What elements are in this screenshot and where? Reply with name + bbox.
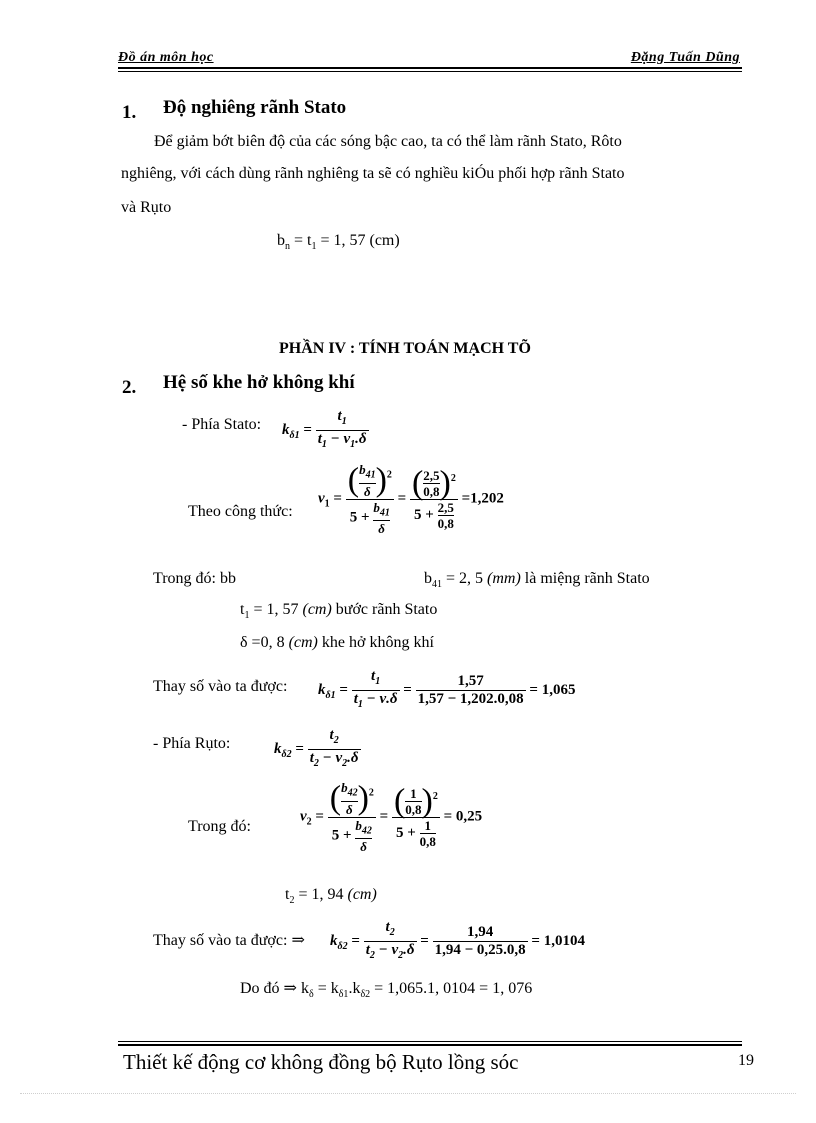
k-delta1-calc: $k_{\delta 1}$ = $\frac{t_1}{t_1 - \nu.\delta}$ = $\frac{1,57}{1,57 - 1,202.0,08}$ = 1,065 [318, 668, 576, 710]
do-do-line: Do đó ⇒ $k_\delta = k_{\delta 1}.k_{\delta 2} = 1,065.1$, 0104 = 1, 076 [240, 980, 533, 1001]
t2-unit: (cm) [347, 886, 377, 903]
k1-den: 1,57 − 1,202.0,08 [417, 691, 524, 707]
footer-rule [118, 1044, 742, 1046]
thay-so-1-label: Thay số vào ta được: [153, 678, 288, 695]
stato-label: - Phía Stato: [182, 416, 262, 433]
section1-para-line2: nghiêng, với cách dùng rãnh nghiêng ta sẽ có nghiều kiÓu phối hợp rãnh Stato [121, 165, 625, 182]
section1-number: 1. [122, 102, 137, 123]
t1-unit: (cm) [302, 601, 332, 618]
k2-num: 1,94 [433, 924, 528, 942]
footer-rule-thin [118, 1041, 742, 1042]
header-left: Đồ án môn học [118, 50, 214, 65]
trong-do-2-label: Trong đó: [188, 818, 251, 835]
t2-line: $t_2 = 1$, 94 (cm) [285, 886, 377, 907]
k-delta2-formula: $k_{\delta 2}$ = $\frac{t_2}{t_2 - \nu_2.\delta}$ [274, 727, 359, 769]
t1-desc: bước rãnh Stato [335, 601, 438, 618]
nu2-formula: $\nu_2$ = ( $\frac{b_{42}}{\delta}$ )$^2$ 5 + $\frac{b_{42}}{\delta}$ = ( $\frac{1}{0,8}$ )$^2$ 5 + $\frac{1}{0,8}$ = 0,25 [300, 779, 483, 855]
trong-do-label: Trong đó: bb [153, 570, 236, 587]
delta-line: δ =0, 8 (cm) khe hở không khí [240, 634, 434, 651]
header-rule [118, 67, 742, 69]
header-right: Đặng Tuấn Dũng [630, 50, 740, 65]
k2-result: = 1,0104 [531, 932, 585, 949]
nu2-result: = 0,25 [443, 808, 483, 825]
section2-title: Hệ số khe hở không khí [163, 372, 355, 393]
nu1-result: =1,202 [461, 490, 504, 507]
b41-desc: là miệng rãnh Stato [524, 570, 650, 587]
k1-result: = 1,065 [529, 681, 576, 698]
roto-label: - Phía Rụto: [153, 735, 231, 752]
t1-line: $t_1 = 1$, 57 (cm) bước rãnh Stato [240, 601, 438, 622]
theo-label: Theo công thức: [188, 503, 293, 520]
section1-para-line1: Để giảm bớt biên độ của các sóng bậc cao, ta có thể làm rãnh Stato, Rôto [154, 133, 622, 150]
bottom-dotted-divider [20, 1093, 796, 1094]
page-number: 19 [738, 1052, 754, 1069]
part-heading: PHẦN IV : TÍNH TOÁN MẠCH TÕ [279, 340, 531, 357]
delta-unit: (cm) [288, 634, 318, 651]
b41-unit: (mm) [487, 570, 521, 587]
section1-formula: $b_n = t_1 = 1$, 57 (cm) [277, 232, 400, 253]
b41-line: $b_{41} = 2$, 5 (mm) là miệng rãnh Stato [424, 570, 650, 591]
k2-den: 1,94 − 0,25.0,8 [434, 942, 526, 958]
section1-title: Độ nghiêng rãnh Stato [163, 97, 347, 118]
k1-num: 1,57 [416, 673, 526, 691]
footer-title: Thiết kế động cơ không đồng bộ Rụto lồng sóc [123, 1050, 519, 1074]
header-rule-thin [118, 71, 742, 72]
thay-so-2-label: Thay số vào ta được: ⇒ [153, 932, 305, 949]
section1-para-line3: và Rụto [121, 199, 172, 216]
k-delta2-calc: $k_{\delta 2}$ = $\frac{t_2}{t_2 - \nu_2.\delta}$ = $\frac{1,94}{1,94 - 0,25.0,8}$ = 1,0104 [330, 919, 585, 961]
nu1-formula: $\nu_1$ = ( $\frac{b_{41}}{\delta}$ )$^2$ 5 + $\frac{b_{41}}{\delta}$ = ( $\frac{2,5}{0,8}$ )$^2$ 5 + $\frac{2,5}{0,8}$ =1,202 [318, 461, 504, 537]
k-delta1-formula: $k_{\delta 1}$ = $\frac{t_1}{t_1 - \nu_1.\delta}$ [282, 408, 367, 450]
delta-desc: khe hở không khí [321, 634, 434, 651]
section2-number: 2. [122, 377, 137, 398]
